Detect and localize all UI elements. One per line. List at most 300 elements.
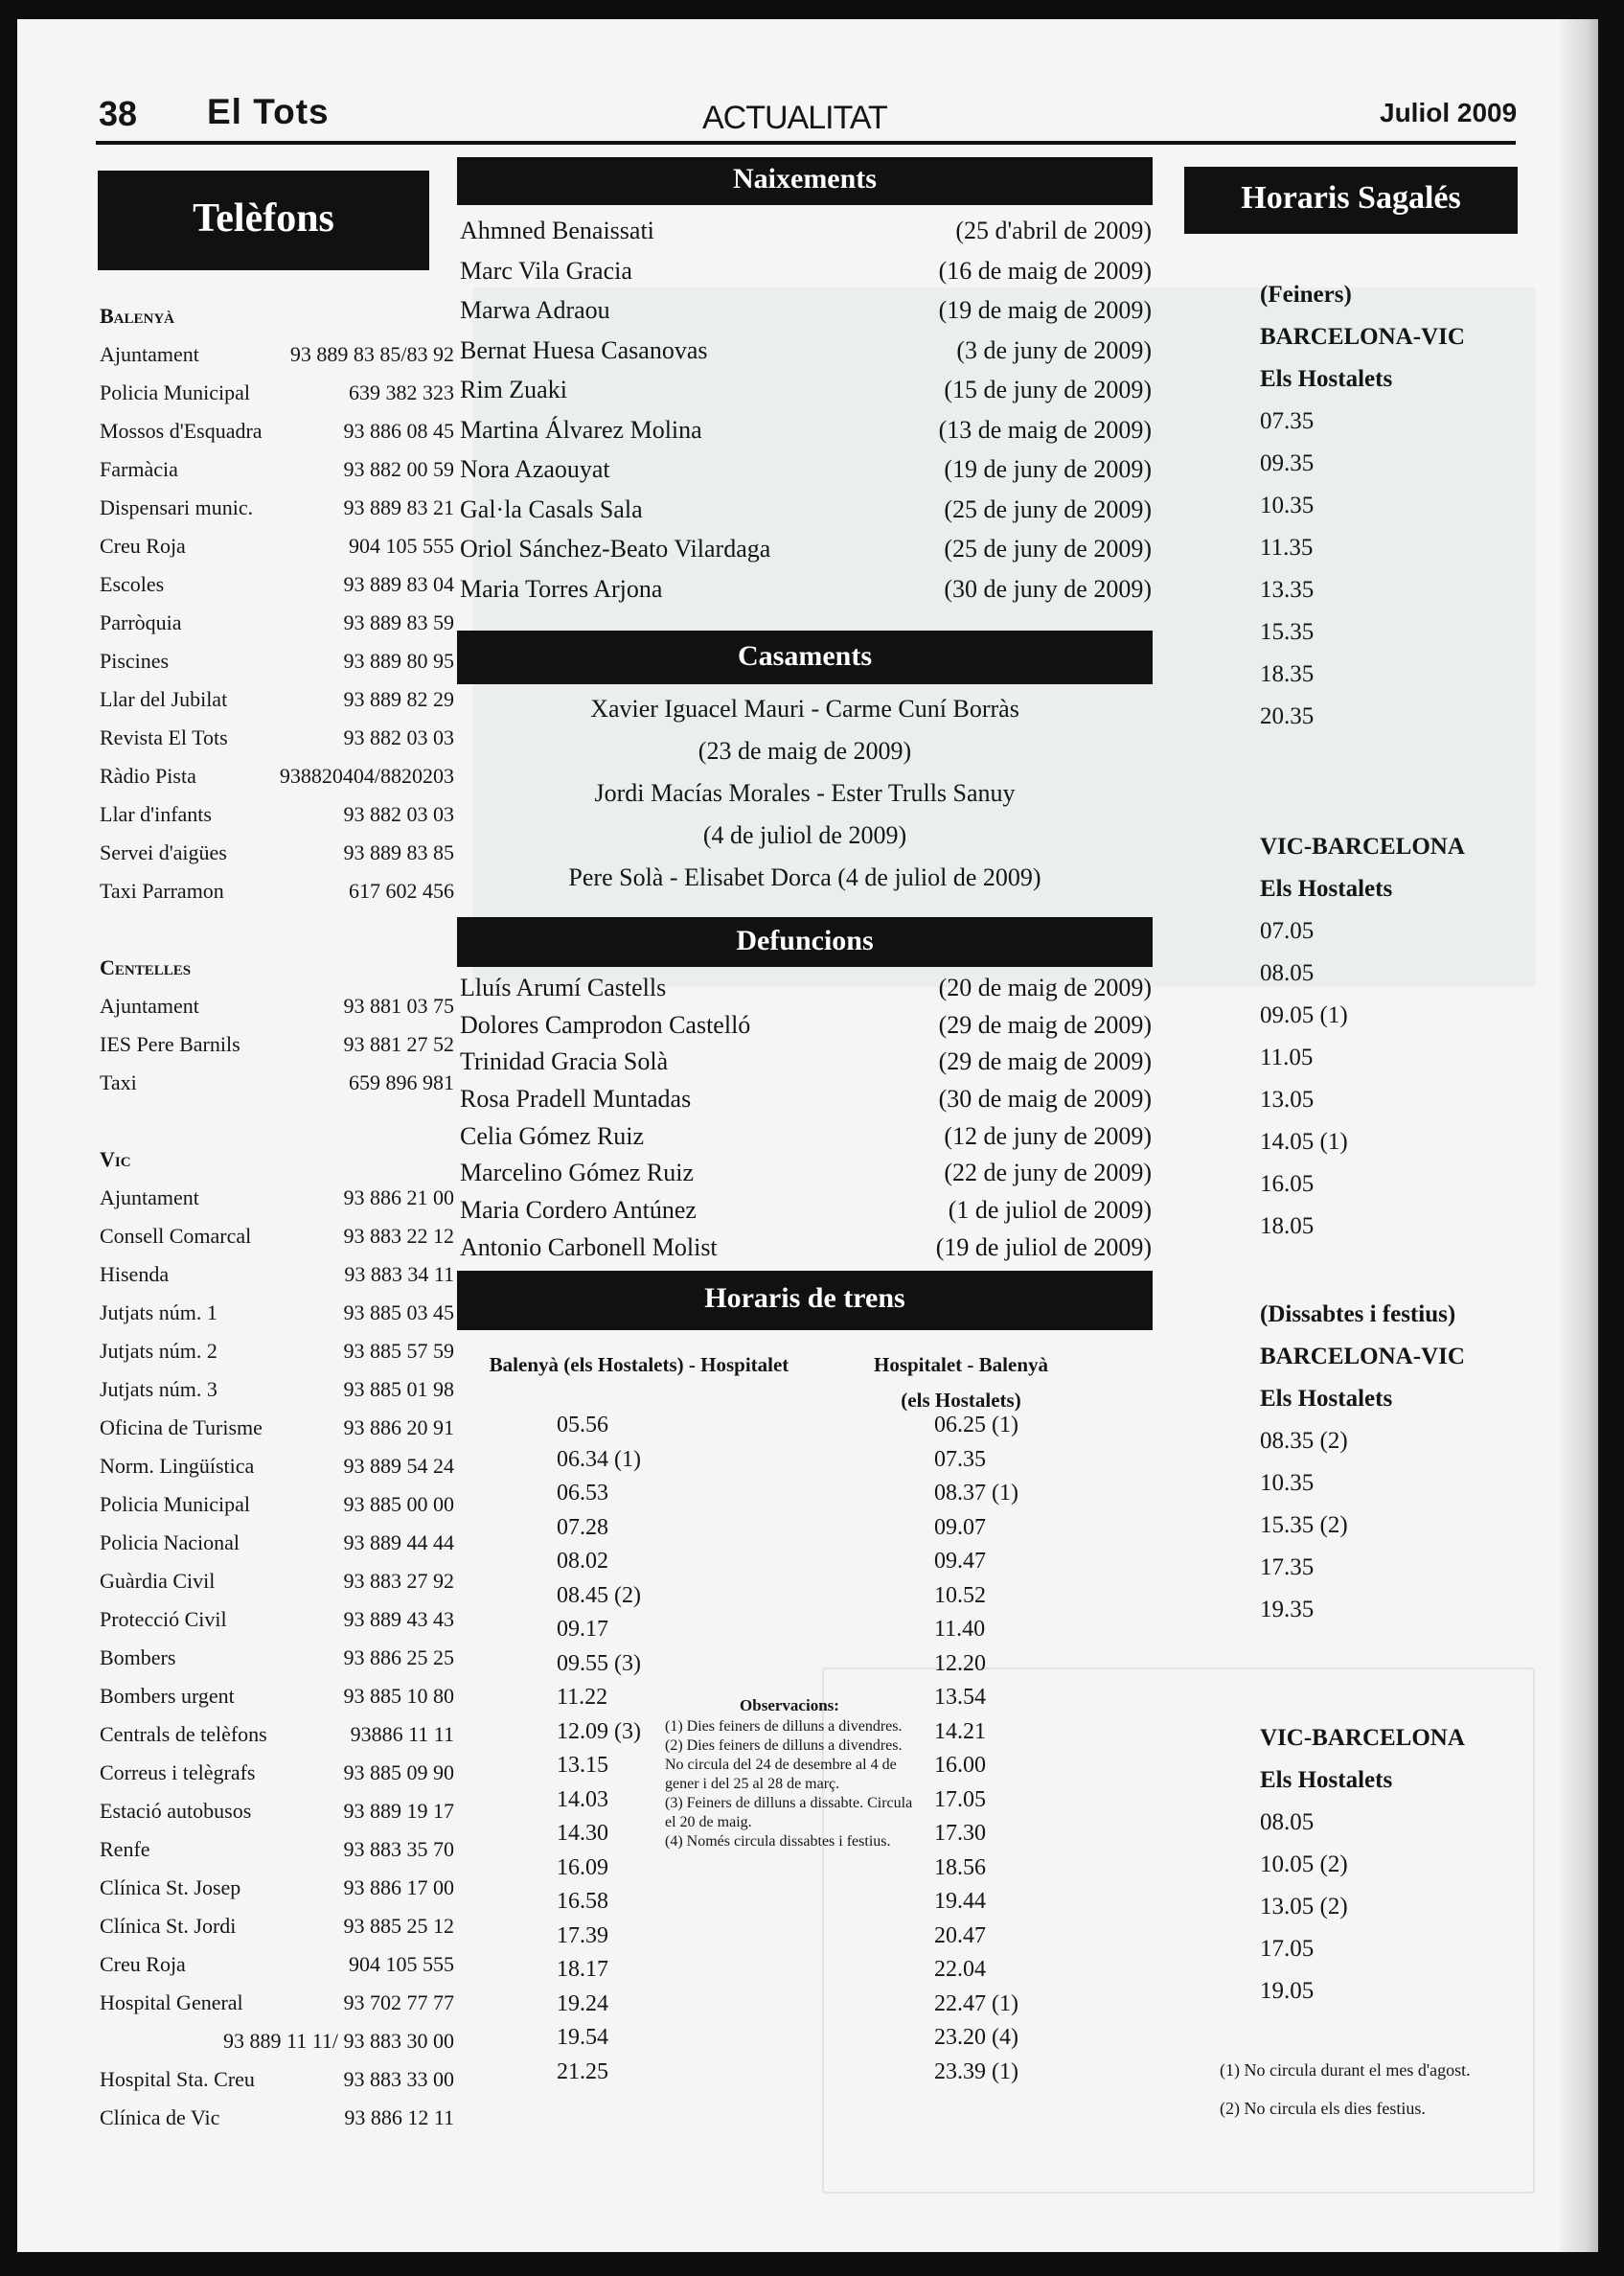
phone-number: 93 886 08 45 — [343, 419, 454, 443]
phone-group-title: Balenyà — [100, 304, 175, 328]
phone-label: Estació autobusos — [100, 1799, 252, 1823]
phone-number: 617 602 456 — [349, 879, 454, 903]
phone-row — [100, 1370, 454, 1409]
event-date: (16 de maig de 2009) — [938, 256, 1152, 285]
event-date: (15 de juny de 2009) — [944, 376, 1152, 403]
phone-label: Hospital General — [100, 1990, 243, 2014]
train-time: 09.55 (3) — [557, 1650, 641, 1676]
train-time: 16.58 — [557, 1889, 608, 1914]
deaths-list — [460, 970, 1152, 1267]
bus-time: 11.05 — [1260, 1045, 1314, 1070]
phone-number: 93 889 83 85 — [343, 840, 454, 864]
phone-number: 93 889 83 59 — [343, 610, 454, 634]
phone-label: Protecció Civil — [100, 1607, 227, 1631]
bus-time: 13.35 — [1260, 577, 1315, 603]
magazine-title: El Tots — [207, 92, 330, 131]
person-name: Maria Torres Arjona — [460, 574, 663, 603]
phone-number: 93 885 09 90 — [343, 1760, 454, 1784]
phone-row — [100, 642, 454, 680]
list-row — [460, 370, 1152, 410]
list-row — [460, 251, 1152, 291]
route-bv: BARCELONA-VIC — [1260, 1344, 1465, 1369]
section-title: ACTUALITAT — [702, 100, 887, 136]
phone-row — [100, 1409, 454, 1447]
phone-number: 93 883 27 92 — [343, 1569, 454, 1593]
train-time: 23.39 (1) — [934, 2058, 1018, 2084]
train-time: 17.05 — [934, 1786, 986, 1812]
observation-item: (3) Feiners de dilluns a dissabte. Circula el 20 de maig. — [665, 1795, 913, 1830]
bus-time: 13.05 — [1260, 1087, 1315, 1113]
train-time: 05.56 — [557, 1413, 608, 1437]
list-row — [460, 410, 1152, 450]
phone-row — [100, 1754, 454, 1792]
person-name: Dolores Camprodon Castelló — [460, 1010, 751, 1039]
feiners-label: (Feiners) — [1260, 282, 1352, 308]
person-name: Marcelino Gómez Ruiz — [460, 1159, 695, 1187]
wedding-line: (4 de juliol de 2009) — [702, 821, 907, 849]
list-row — [460, 1044, 1152, 1081]
phone-label: Hisenda — [100, 1262, 170, 1286]
phone-row — [100, 1255, 454, 1294]
phone-number: 93 889 80 95 — [343, 649, 454, 673]
phone-label: Jutjats núm. 3 — [100, 1377, 217, 1401]
event-date: (12 de juny de 2009) — [944, 1121, 1152, 1150]
phone-label: Ràdio Pista — [100, 764, 196, 788]
train-time: 18.17 — [557, 1957, 608, 1982]
train-col2-header-line2: (els Hostalets) — [901, 1389, 1021, 1412]
phone-label: Llar d'infants — [100, 802, 212, 826]
phone-row — [100, 834, 454, 872]
stop-name: Els Hostalets — [1260, 366, 1393, 392]
phone-number: 93 885 10 80 — [343, 1684, 454, 1708]
phone-label: Llar del Jubilat — [100, 687, 228, 711]
sagales-festius-vb — [1260, 1717, 1465, 2004]
phone-number: 93 886 17 00 — [343, 1875, 454, 1899]
phone-label: Revista El Tots — [100, 725, 228, 749]
phone-number: 93 889 83 04 — [343, 572, 454, 596]
phone-row — [100, 1524, 454, 1562]
phone-row — [100, 1294, 454, 1332]
phone-label: Bombers — [100, 1645, 176, 1669]
train-time: 18.56 — [934, 1854, 986, 1880]
sagales-feiners-vb — [1260, 826, 1465, 1239]
phone-row — [100, 2099, 454, 2137]
person-name: Lluís Arumí Castells — [460, 974, 667, 1001]
event-date: (3 de juny de 2009) — [956, 335, 1152, 364]
list-row — [460, 490, 1152, 530]
phone-label: Correus i telègrafs — [100, 1760, 256, 1784]
train-time: 08.02 — [557, 1549, 608, 1574]
bus-time: 14.05 (1) — [1260, 1129, 1348, 1155]
person-name: Oriol Sánchez-Beato Vilardaga — [460, 535, 771, 563]
phone-number: 904 105 555 — [349, 534, 454, 558]
phone-label: Renfe — [100, 1837, 150, 1861]
event-date: (30 de juny de 2009) — [944, 574, 1152, 603]
event-date: (13 de maig de 2009) — [938, 415, 1152, 444]
phone-label: Servei d'aigües — [100, 840, 227, 864]
train-time: 16.09 — [557, 1854, 608, 1880]
train-time: 14.30 — [557, 1821, 608, 1846]
naixements-banner: Naixements — [457, 157, 1153, 205]
phone-number: 93 883 35 70 — [343, 1837, 454, 1861]
train-time: 08.45 (2) — [557, 1582, 641, 1608]
phone-label: Norm. Lingüística — [100, 1454, 255, 1478]
person-name: Nora Azaouyat — [460, 455, 610, 483]
phone-row — [100, 1677, 454, 1715]
sagales-festius-bv — [1260, 1294, 1465, 1622]
bus-time: 07.35 — [1260, 408, 1315, 434]
phone-row — [100, 795, 454, 834]
phone-number: 639 382 323 — [349, 380, 454, 404]
phone-number: 93 881 03 75 — [343, 994, 454, 1018]
phone-number: 93 881 27 52 — [343, 1032, 454, 1056]
bus-time: 18.05 — [1260, 1213, 1315, 1239]
train-time: 17.39 — [557, 1922, 608, 1948]
list-row — [460, 970, 1152, 1007]
phone-row — [100, 1332, 454, 1370]
phone-row — [100, 412, 454, 450]
train-time: 23.20 (4) — [934, 2025, 1018, 2050]
bus-time: 10.35 — [1260, 1470, 1315, 1496]
sagales-note-2: (2) No circula els dies festius. — [1220, 2099, 1426, 2118]
phone-row — [100, 1025, 454, 1064]
train-time: 14.21 — [934, 1718, 986, 1744]
bus-time: 19.35 — [1260, 1597, 1315, 1622]
sagales-banner: Horaris Sagalés — [1184, 167, 1518, 234]
phone-number: 93 885 03 45 — [343, 1300, 454, 1324]
bus-time: 09.05 (1) — [1260, 1002, 1348, 1028]
trens-banner: Horaris de trens — [457, 1271, 1153, 1330]
phone-row — [100, 1792, 454, 1830]
page-number: 38 — [99, 94, 138, 133]
phone-row — [100, 1869, 454, 1907]
phone-number: 93 885 57 59 — [343, 1339, 454, 1363]
bus-time: 16.05 — [1260, 1171, 1315, 1197]
bus-time: 10.35 — [1260, 493, 1315, 518]
phone-row — [100, 527, 454, 565]
train-time: 21.25 — [557, 2058, 608, 2084]
train-time: 13.54 — [934, 1685, 986, 1710]
phone-number: 93 886 20 91 — [343, 1415, 454, 1439]
wedding-line: Xavier Iguacel Mauri - Carme Cuní Borràs — [590, 695, 1019, 723]
train-time: 17.30 — [934, 1821, 986, 1846]
phone-row — [100, 1447, 454, 1485]
person-name: Gal·la Casals Sala — [460, 494, 643, 523]
wedding-line: Jordi Macías Morales - Ester Trulls Sanuy — [594, 779, 1016, 807]
sagales-note-1: (1) No circula durant el mes d'agost. — [1220, 2060, 1471, 2080]
train-time: 20.47 — [934, 1922, 986, 1948]
train-time: 09.47 — [934, 1549, 986, 1574]
bus-time: 07.05 — [1260, 918, 1315, 944]
event-date: (19 de juliol de 2009) — [935, 1232, 1152, 1261]
phone-row — [100, 1217, 454, 1255]
phone-row — [100, 987, 454, 1025]
train-time: 07.28 — [557, 1514, 608, 1540]
train-time: 19.24 — [557, 1990, 608, 2016]
phone-row — [100, 1984, 454, 2022]
phone-number: 93 883 34 11 — [344, 1262, 454, 1286]
bus-time: 08.05 — [1260, 960, 1315, 986]
phone-number: 93 885 25 12 — [343, 1914, 454, 1938]
phone-label: Clínica de Vic — [100, 2105, 220, 2129]
observation-item: (1) Dies feiners de dilluns a divendres. — [665, 1718, 903, 1735]
phone-label: Taxi Parramon — [100, 879, 224, 903]
phone-label: Ajuntament — [100, 342, 199, 366]
phone-row — [100, 719, 454, 757]
phone-number: 93 702 77 77 — [343, 1990, 454, 2014]
casaments-banner: Casaments — [457, 631, 1153, 684]
list-row — [460, 1118, 1152, 1156]
phone-label: Taxi — [100, 1070, 137, 1094]
phone-number: 93 882 00 59 — [343, 457, 454, 481]
phone-number: 93 886 21 00 — [343, 1185, 454, 1209]
bus-time: 13.05 (2) — [1260, 1894, 1348, 1920]
train-time: 06.25 (1) — [934, 1413, 1018, 1437]
event-date: (1 de juliol de 2009) — [948, 1196, 1152, 1225]
person-name: Rosa Pradell Muntadas — [460, 1085, 692, 1114]
phone-label: Consell Comarcal — [100, 1224, 252, 1248]
bus-time: 10.05 (2) — [1260, 1851, 1348, 1877]
train-time: 19.44 — [934, 1889, 986, 1914]
train-time: 12.09 (3) — [557, 1718, 641, 1744]
train-times-col1 — [557, 1409, 641, 2089]
person-name: Marwa Adraou — [460, 296, 610, 324]
event-date: (22 de juny de 2009) — [944, 1159, 1152, 1187]
phone-label: Hospital Sta. Creu — [100, 2067, 255, 2091]
phone-label: Creu Roja — [100, 534, 186, 558]
phone-row — [100, 1830, 454, 1869]
wedding-line: Pere Solà - Elisabet Dorca (4 de juliol de 2009) — [568, 863, 1041, 891]
phone-label: Guàrdia Civil — [100, 1569, 216, 1593]
phone-row — [100, 1907, 454, 1945]
births-list — [460, 211, 1152, 609]
phone-label: Centrals de telèfons — [100, 1722, 267, 1746]
event-date: (25 de juny de 2009) — [944, 535, 1152, 563]
dissabtes-label: (Dissabtes i festius) — [1260, 1301, 1456, 1327]
observation-item: (4) Només circula dissabtes i festius. — [665, 1833, 891, 1850]
phone-label: Piscines — [100, 649, 170, 673]
train-time: 19.54 — [557, 2025, 608, 2050]
train-time: 12.20 — [934, 1650, 986, 1676]
group-spacer — [100, 1102, 454, 1140]
phone-number: 93 882 03 03 — [343, 802, 454, 826]
phone-label: Dispensari munic. — [100, 495, 254, 519]
phone-label: Policia Municipal — [100, 380, 251, 404]
bus-time: 19.05 — [1260, 1978, 1315, 2004]
list-row — [460, 1155, 1152, 1192]
train-time: 11.22 — [557, 1685, 608, 1710]
event-date: (20 de maig de 2009) — [938, 974, 1152, 1001]
magazine-page — [17, 19, 1598, 2252]
phone-row — [100, 757, 454, 795]
list-row — [460, 569, 1152, 609]
person-name: Antonio Carbonell Molist — [460, 1232, 718, 1261]
phone-number: 93 882 03 03 — [343, 725, 454, 749]
list-row — [460, 211, 1152, 251]
issue-date: Juliol 2009 — [1380, 98, 1518, 127]
route-bv: BARCELONA-VIC — [1260, 324, 1465, 350]
phone-label: Jutjats núm. 1 — [100, 1300, 217, 1324]
train-col2-header-line1: Hospitalet - Balenyà — [874, 1353, 1048, 1376]
phone-row — [100, 335, 454, 374]
phone-number: 93 889 44 44 — [343, 1530, 454, 1554]
stop-name: Els Hostalets — [1260, 1767, 1393, 1793]
phone-group-title: Centelles — [100, 955, 192, 979]
phone-number: 93 883 22 12 — [343, 1224, 454, 1248]
telefons-banner: Telèfons — [98, 171, 429, 270]
stop-name: Els Hostalets — [1260, 876, 1393, 902]
observations-title: Observacions: — [740, 1696, 839, 1714]
wedding-line: (23 de maig de 2009) — [698, 737, 912, 765]
list-row — [460, 1081, 1152, 1118]
page-curl — [1560, 19, 1598, 2252]
phone-number: 93 885 00 00 — [343, 1492, 454, 1516]
phone-row — [100, 1639, 454, 1677]
phone-label: Parròquia — [100, 610, 182, 634]
phone-row — [100, 680, 454, 719]
bus-time: 20.35 — [1260, 703, 1315, 729]
phone-label: Ajuntament — [100, 1185, 199, 1209]
event-date: (29 de maig de 2009) — [938, 1010, 1152, 1039]
phone-label: Mossos d'Esquadra — [100, 419, 263, 443]
phone-label: Policia Municipal — [100, 1492, 251, 1516]
person-name: Maria Cordero Antúnez — [460, 1196, 697, 1225]
train-time: 16.00 — [934, 1753, 986, 1778]
phone-group-title: Vic — [100, 1147, 131, 1171]
phone-number: 904 105 555 — [349, 1952, 454, 1976]
phone-number: 93 889 83 85/83 92 — [289, 342, 454, 366]
group-spacer — [100, 910, 454, 949]
phone-row — [100, 1562, 454, 1600]
phone-number: 659 896 981 — [349, 1070, 454, 1094]
phone-number: 93 889 83 21 — [343, 495, 454, 519]
bus-time: 15.35 — [1260, 619, 1315, 645]
list-row — [460, 290, 1152, 331]
event-date: (29 de maig de 2009) — [938, 1047, 1152, 1076]
phone-row — [100, 2060, 454, 2099]
route-vb: VIC-BARCELONA — [1260, 1725, 1465, 1751]
train-time: 11.40 — [934, 1617, 986, 1642]
phone-row — [100, 1945, 454, 1984]
phone-label: IES Pere Barnils — [100, 1032, 240, 1056]
phone-row — [100, 565, 454, 604]
list-row — [460, 1192, 1152, 1230]
phone-number: 938820404/8820203 — [279, 764, 454, 788]
phone-row — [100, 450, 454, 489]
sagales-feiners-bv — [1260, 274, 1465, 729]
train-time: 22.04 — [934, 1957, 986, 1982]
observation-item: (2) Dies feiners de dilluns a divendres. No circula del 24 de desembre al 4 de gener i del 25 al 28 de març. — [665, 1737, 903, 1792]
train-time: 07.35 — [934, 1446, 986, 1472]
bus-time: 08.05 — [1260, 1809, 1315, 1835]
phone-row — [100, 489, 454, 527]
person-name: Ahmned Benaissati — [460, 217, 654, 244]
person-name: Martina Álvarez Molina — [460, 415, 702, 444]
phone-row — [100, 2022, 454, 2060]
phone-number: 93 883 33 00 — [343, 2067, 454, 2091]
list-row — [460, 331, 1152, 371]
phone-row — [100, 872, 454, 910]
phone-number: 93 889 54 24 — [343, 1454, 454, 1478]
train-time: 06.34 (1) — [557, 1446, 641, 1472]
phone-label: Escoles — [100, 572, 165, 596]
phone-number: 93 886 12 11 — [344, 2105, 454, 2129]
phone-number: 93 889 11 11/ 93 883 30 00 — [223, 2029, 454, 2053]
person-name: Bernat Huesa Casanovas — [460, 335, 708, 364]
train-time: 09.17 — [557, 1617, 608, 1642]
phone-label: Clínica St. Josep — [100, 1875, 241, 1899]
bus-time: 17.35 — [1260, 1554, 1315, 1580]
bus-time: 09.35 — [1260, 450, 1315, 476]
event-date: (25 d'abril de 2009) — [955, 217, 1152, 244]
phone-label: Jutjats núm. 2 — [100, 1339, 217, 1363]
train-time: 13.15 — [557, 1753, 608, 1778]
train-time: 22.47 (1) — [934, 1990, 1018, 2016]
bus-time: 08.35 (2) — [1260, 1428, 1348, 1454]
phone-directory — [100, 297, 454, 2137]
train-time: 08.37 (1) — [934, 1481, 1018, 1506]
event-date: (30 de maig de 2009) — [938, 1085, 1152, 1114]
train-time: 14.03 — [557, 1786, 608, 1812]
phone-number: 93 885 01 98 — [343, 1377, 454, 1401]
train-time: 06.53 — [557, 1481, 608, 1506]
phone-row — [100, 1179, 454, 1217]
phone-row — [100, 374, 454, 412]
phone-label: Policia Nacional — [100, 1530, 240, 1554]
phone-number: 93 889 43 43 — [343, 1607, 454, 1631]
person-name: Celia Gómez Ruiz — [460, 1121, 645, 1150]
bus-time: 18.35 — [1260, 661, 1315, 687]
bus-time: 11.35 — [1260, 535, 1314, 561]
phone-label: Creu Roja — [100, 1952, 186, 1976]
train-time: 10.52 — [934, 1582, 986, 1608]
bus-time: 15.35 (2) — [1260, 1512, 1348, 1538]
train-observations — [665, 1696, 914, 1851]
list-row — [460, 449, 1152, 490]
phone-label: Oficina de Turisme — [100, 1415, 263, 1439]
phone-number: 93 889 19 17 — [343, 1799, 454, 1823]
person-name: Marc Vila Gracia — [460, 256, 632, 285]
event-date: (19 de maig de 2009) — [938, 296, 1152, 324]
phone-row — [100, 604, 454, 642]
phone-label: Clínica St. Jordi — [100, 1914, 237, 1938]
bus-time: 17.05 — [1260, 1936, 1315, 1962]
stop-name: Els Hostalets — [1260, 1386, 1393, 1412]
defuncions-banner: Defuncions — [457, 917, 1153, 967]
person-name: Rim Zuaki — [460, 376, 567, 403]
header-rule — [96, 141, 1516, 145]
list-row — [460, 1007, 1152, 1045]
list-row — [460, 529, 1152, 569]
phone-label: Bombers urgent — [100, 1684, 235, 1708]
phone-row — [100, 1600, 454, 1639]
person-name: Trinidad Gracia Solà — [460, 1047, 669, 1076]
weddings-list — [457, 688, 1153, 899]
event-date: (25 de juny de 2009) — [944, 494, 1152, 523]
phone-row — [100, 1064, 454, 1102]
train-col2-header — [851, 1347, 1071, 1418]
phone-row — [100, 1485, 454, 1524]
phone-label: Farmàcia — [100, 457, 178, 481]
train-times-col2 — [934, 1409, 1018, 2089]
phone-number: 93886 11 11 — [350, 1722, 454, 1746]
phone-number: 93 886 25 25 — [343, 1645, 454, 1669]
train-time: 09.07 — [934, 1514, 986, 1540]
list-row — [460, 1230, 1152, 1267]
phone-label: Ajuntament — [100, 994, 199, 1018]
phone-row — [100, 1715, 454, 1754]
route-vb: VIC-BARCELONA — [1260, 834, 1465, 860]
